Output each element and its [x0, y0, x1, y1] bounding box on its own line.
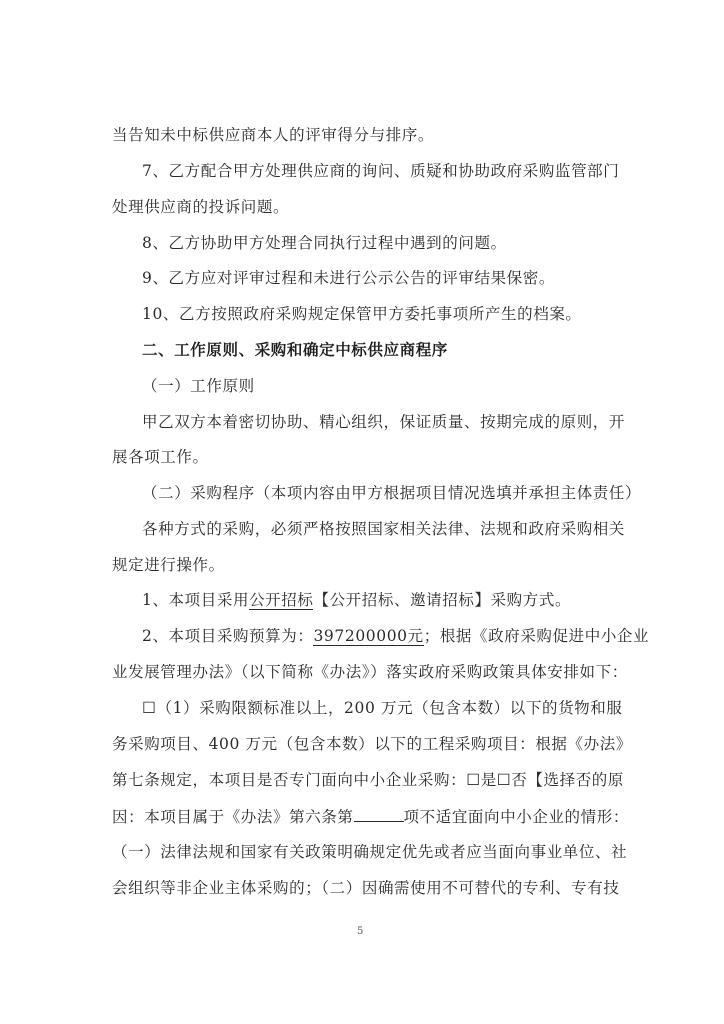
- text-line: 第七条规定，本项目是否专门面向中小企业采购：☐是☐否【选择否的原: [112, 771, 624, 789]
- text-line: 7、乙方配合甲方处理供应商的询问、质疑和协助政府采购监管部门: [142, 162, 620, 180]
- item-1-prefix: 1、本项目采用: [142, 591, 250, 609]
- section-heading: 二、工作原则、采购和确定中标供应商程序: [142, 340, 448, 359]
- text-line: 9、乙方应对评审过程和未进行公示公告的评审结果保密。: [142, 269, 555, 287]
- blank-line: [112, 806, 629, 827]
- text-line: 会组织等非企业主体采购的；（二）因确需使用不可替代的专利、专有技: [112, 879, 620, 897]
- text-line: 当告知未中标供应商本人的评审得分与排序。: [112, 126, 435, 144]
- text-line: 展各项工作。: [112, 448, 209, 466]
- text-line: 8、乙方协助甲方处理合同执行过程中遇到的问题。: [142, 234, 507, 252]
- text-line: 处理供应商的投诉问题。: [112, 198, 290, 216]
- item-2-line: [142, 626, 649, 646]
- procurement-method-value: 公开招标: [249, 591, 314, 609]
- subsection-heading: （一）工作原则: [142, 377, 255, 395]
- text-line: 务采购项目、400 万元（包含本数）以下的工程采购项目：根据《办法》: [112, 735, 632, 753]
- blank-line-suffix: 项不适宜面向中小企业的情形：: [403, 808, 629, 826]
- item-1-line: [142, 590, 571, 610]
- budget-value: 397200000元: [313, 627, 424, 645]
- text-line: ☐（1）采购限额标准以上，200 万元（包含本数）以下的货物和服: [142, 699, 623, 717]
- item-2-prefix: 2、本项目采购预算为：: [142, 627, 314, 645]
- text-line: 10、乙方按照政府采购规定保管甲方委托事项所产生的档案。: [142, 305, 582, 323]
- item-2-suffix: ；根据《政府采购促进中小企业: [423, 627, 650, 645]
- item-1-suffix: 【公开招标、邀请招标】采购方式。: [313, 591, 572, 609]
- text-line: 业发展管理办法》（以下简称《办法》）落实政府采购政策具体安排如下：: [112, 663, 628, 681]
- blank-line-prefix: 因：本项目属于《办法》第六条第: [112, 808, 354, 826]
- text-line: 规定进行操作。: [112, 556, 225, 574]
- subsection-heading: （二）采购程序（本项内容由甲方根据项目情况选填并承担主体责任）: [142, 484, 642, 502]
- text-line: （一）法律法规和国家有关政策明确规定优先或者应当面向事业单位、社: [112, 843, 628, 861]
- page-number: 5: [357, 926, 364, 937]
- text-line: 各种方式的采购，必须严格按照国家相关法律、法规和政府采购相关: [142, 520, 626, 538]
- fill-in-blank: [354, 806, 404, 822]
- text-line: 甲乙双方本着密切协助、精心组织，保证质量、按期完成的原则，开: [142, 413, 626, 431]
